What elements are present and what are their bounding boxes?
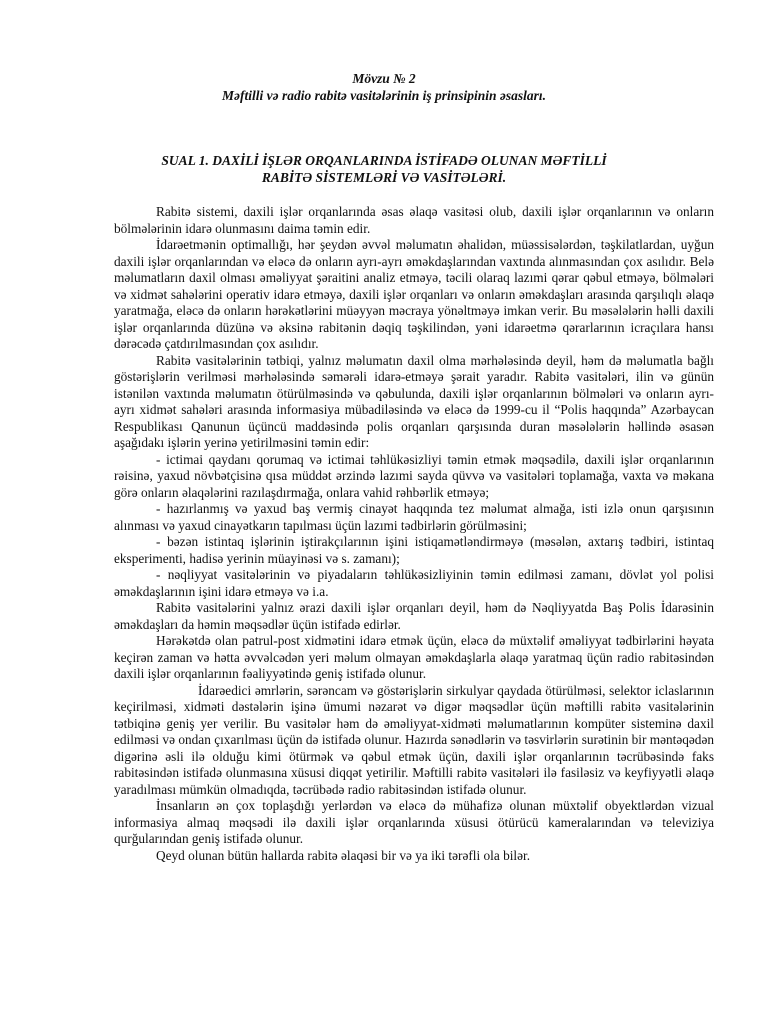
list-item: - nəqliyyat vasitələrinin və piyadaların təhlükəsizliyinin təmin edilməsi zamanı, dövlət yol polisi əməkdaşlarının işini idarə etməyə və i.a. xyxy=(114,567,714,599)
list-item: - ictimai qaydanı qorumaq və ictimai təhlükəsizliyi təmin etmək məqsədilə, daxili işlər orqanlarının rəisinə, yaxud növbətçisinə qısa müddət ərzində lazımi sayda qüvvə və vasitələri toplamağa, vaxta və məkana görə onların əlaqələrini razılaşdırmağa, onlara vahid rəhbərlik etməyə; xyxy=(114,451,714,500)
paragraph: Rabitə vasitələrinin tətbiqi, yalnız məlumatın daxil olma mərhələsində deyil, həm də məlumatla bağlı göstərişlərin verilməsi mərhələsində səmərəli idarə-etməyə şərait yaradır. Rabitə vasitələri, ilin və günün istənilən vaxtında məlumatın ötürülməsində və qəbulunda, daxili işlər orqanlarının bölmələri və onların ayrı-ayrı xidmət sahələri arasında informasiya mübadiləsində və eləcə də 1999-cu il “Polis haqqında” Azərbaycan Respublikası Qanunun üçüncü maddəsində polis orqanları qarşısında duran məsələlərin həllində əsasən aşağıdakı işlərin yerinə yetirilməsini təmin edir: xyxy=(114,352,714,450)
paragraph: İdarəetmənin optimallığı, hər şeydən əvvəl məlumatın əhalidən, müəssisələrdən, təşkilatlardan, uyğun daxili işlər orqanlarından və eləcə də onların ayrı-ayrı əməkdaşlarından vaxtında alınmasından çox asılıdır. Belə məlumatların daxil olması əməliyyat şəraitini analiz etməyə, təcili olaraq lazımi qərar qəbul etməyə, bölmələri və xidmət sahələrini operativ idarə etməyə, daxili işlər orqanları və onların əməkdaşları arasında qarşılıqlı əlaqə yaratmağa, eləcə də onların hərəkətlərini müəyyən məcraya yönəltməyə imkan verir. Bu məsələlərin həlli daxili işlər orqanlarında düzünə və əksinə rabitənin dəqiq təşkilindən, yəni idarəetmə qərarlarının icraçılara hansı dərəcədə çatdırılmasından çox asılıdır. xyxy=(114,237,714,351)
paragraph: İnsanların ən çox toplaşdığı yerlərdən və eləcə də mühafizə olunan müxtəlif obyektlərdən vizual informasiya almaq məqsədi ilə daxili işlər orqanlarında xüsusi ötürücü kameralarından və televiziya qurğularından geniş istifadə olunur. xyxy=(114,798,714,846)
paragraph: Rabitə vasitələrini yalnız ərazi daxili işlər orqanları deyil, həm də Nəqliyyatda Baş Polis İdarəsinin əməkdaşları da həmin məqsədlər üçün istifadə edirlər. xyxy=(114,600,714,632)
document-body xyxy=(114,204,714,864)
list-item: - bəzən istintaq işlərinin iştirakçılarının işini istiqamətləndirməyə (məsələn, axtarış tədbiri, istintaq eksperimenti, hadisə yerinin müayinəsi və s. zamanı); xyxy=(114,534,714,566)
paragraph: Qeyd olunan bütün hallarda rabitə əlaqəsi bir və ya iki tərəfli ola bilər. xyxy=(156,847,531,863)
paragraph: İdarəedici əmrlərin, sərəncam və göstərişlərin sirkulyar qaydada ötürülməsi, selektor iclaslarının keçirilməsi, xidməti dəstələrin işinə ümumi nəzarət və digər məqsədlər üçün məftilli rabitə vasitələrinin tətbiqinə geniş yer verilir. Bu vasitələr həm də əməliyyat-xidməti məlumatlarının kompüter sisteminə daxil edilməsi və ondan çıxarılması üçün də istifadə olunur. Hazırda sənədlərin və təsvirlərin surətinin bir məntəqədən digərinə əsli ilə olduğu kimi ötürmək və qəbul etmək üçün, daxili işlər orqanlarının təcrübəsində faks rabitəsindən istifadə olunmasına xüsusi diqqət yetirilir. Məftilli rabitə vasitələri ilə fasiləsiz və keyfiyyətli əlaqə yaradılması mümkün olmadıqda, təcrübədə radio rabitəsindən istifadə olunur. xyxy=(114,682,714,797)
question-heading-line-2: RABİTƏ SİSTEMLƏRİ VƏ VASİTƏLƏRİ. xyxy=(261,170,507,185)
list-item: - hazırlanmış və yaxud baş vermiş cinayət haqqında tez məlumat almağa, isti izlə onun qarşısının alınması və yaxud cinayətkarın tapılması üçün lazımi tədbirlərin görülməsini; xyxy=(114,501,714,533)
question-heading-line-1: SUAL 1. DAXİLİ İŞLƏR ORQANLARINDA İSTİFADƏ OLUNAN MƏFTİLLİ xyxy=(161,153,607,168)
paragraph: Hərəkətdə olan patrul-post xidmətini idarə etmək üçün, eləcə də müxtəlif əməliyyat tədbirlərini həyata keçirən zaman və hətta əvvəlcədən yeri məlum olmayan əməkdaşlarla əlaqə yaratmaq üçün radio rabitəsindən daxili işlər orqanlarının fəaliyyətində geniş istifadə olunur. xyxy=(114,633,714,681)
topic-title: Məftilli və radio rabitə vasitələrinin iş prinsipinin əsasları. xyxy=(221,88,547,103)
paragraph: Rabitə sistemi, daxili işlər orqanlarında əsas əlaqə vasitəsi olub, daxili işlər orqanlarının və onların bölmələrinin idarə olunmasını daima təmin edir. xyxy=(114,204,714,236)
topic-number: Mövzu № 2 xyxy=(352,71,416,86)
